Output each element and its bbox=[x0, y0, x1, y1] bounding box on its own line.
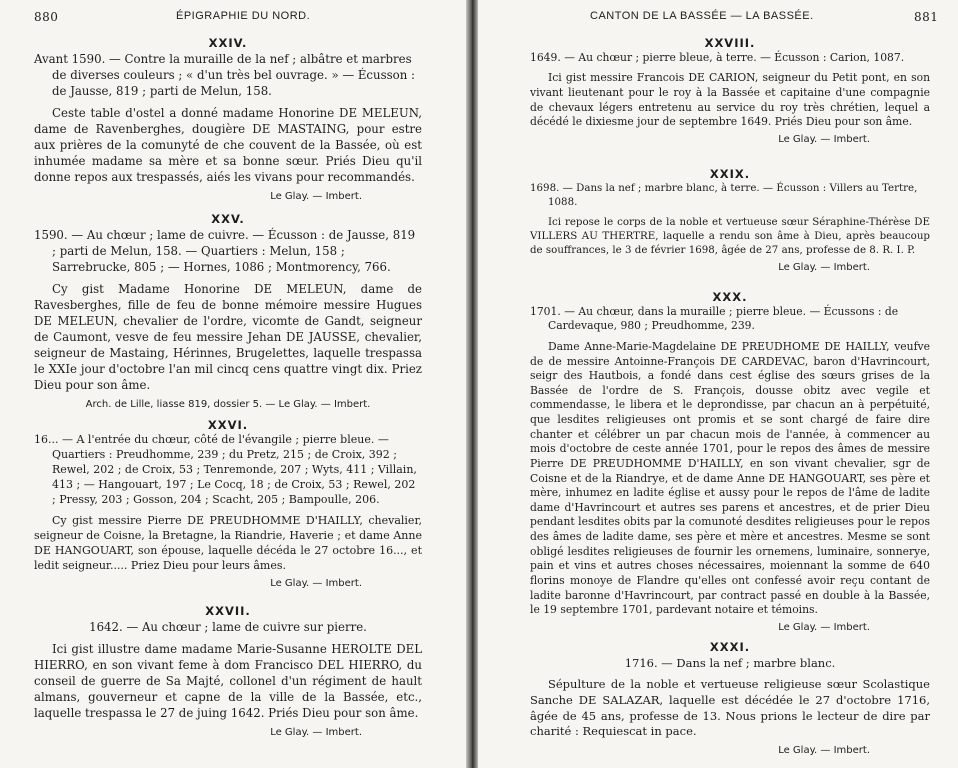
inscription-xxvii bbox=[34, 604, 422, 741]
section-number: XXVIII. bbox=[704, 36, 756, 50]
inscription-xxxi bbox=[530, 640, 930, 758]
section-header: 16... — A l'entrée du chœur, côté de l'évangile ; pierre bleue. — Quartiers : Preudhomme, 239 ; du Pretz, 215 ; de Croix, 392 ; Rewel, 202 ; de Croix, 53 ; Tenremonde, 207 ; Wyts, 411 ; Villain, 413 ; — Hangouart, 197 ; Le Cocq, 18 ; de Croix, 53 ; Rewel, 202 ; Pressy, 203 ; Gosson, 204 ; Scacht, 205 ; Bampoulle, 206. bbox=[34, 432, 417, 506]
signature: Le Glay. — Imbert. bbox=[778, 133, 870, 145]
signature: Arch. de Lille, liasse 819, dossier 5. — Le Glay. — Imbert. bbox=[85, 398, 371, 410]
inscription-text: Ici gist messire Francois DE CARION, seigneur du Petit pont, en son vivant lieutenant pour le roy à la Bassée et capitaine d'une compagnie de chevaux légers entretenu au service du roy très chrétien, lequel a décédé le dixiesme jour de septembre 1649. Priés Dieu pour son âme. bbox=[530, 71, 930, 129]
signature: Le Glay. — Imbert. bbox=[778, 744, 870, 756]
page-number: 881 bbox=[914, 10, 939, 24]
section-header: 1642. — Au chœur ; lame de cuivre sur pierre. bbox=[89, 619, 367, 634]
signature: Le Glay. — Imbert. bbox=[270, 190, 362, 202]
inscription-text: Ici gist illustre dame madame Marie-Susanne HEROLTE DEL HIERRO, en son vivant feme à dom Francisco DEL HIERRO, du conseil de guerre de Sa Majté, collonel d'un régiment de hault almans, gouverneur et capne de la ville de la Bassée, etc., laquelle trespassa le 27 de juing 1642. Priés Dieu pour son âme. bbox=[34, 641, 422, 720]
inscription-text: Dame Anne-Marie-Magdelaine DE PREUDHOME DE HAILLY, veufve de de messire Antoinne-François DE CARDEVAC, baron d'Havrincourt, seigr des Hautbois, a fondé dans cest église des sœurs grises de la Bassée de l'ordre de S. François, dousse obitz avec vegile et commendasse, le libera et le deprondisse, par chacun an à perpétuité, que lesdites religieuses ont promis et se sont chargé de faire dire chanter et célébrer un par chacun mois de l'année, à commencer au mois d'octobre de ceste année 1701, pour le repos des âmes de messire Pierre DE PREUDHOMME D'HAILLY, en son vivant chevalier, sgr de Coisne et de la Riandrye, et de dame Anne DE HANGOUART, ses père et mère, inhumez en ladite église et aussy pour le repos de l'âme de ladite dame d'Havrincourt et autres ses parens et ancestres, et de prier Dieu pendant lesdites obits par la comunoté desdites religieuses pour le repos des âmes de ladite dame, ses père et mère et ancestres. Mesme se sont obligé lesdites religieuses de fournir les ornemens, luminaire, sonnerye, pain et vins et autres choses nécessaires, moiennant la somme de 640 florins monoye de Flandre qu'elles ont confessé avoir reçu contant de ladite baronne d'Havrincourt, par contract passé en double à la Bassée, le 19 septembre 1701, pardevant notaire et témoins. bbox=[530, 339, 930, 617]
inscription-text: Sépulture de la noble et vertueuse religieuse sœur Scolastique Sanche DE SALAZAR, laquelle est décédée le 27 d'octobre 1716, âgée de 45 ans, professe de 13. Nous prions le lecteur de dire par charité : Requiescat in pace. bbox=[530, 677, 930, 739]
inscription-text: Cy gist Madame Honorine DE MELEUN, dame de Ravesberghes, fille de feu de bonne mémoire messire Hugues DE MELEUN, chevalier de l'ordre, vicomte de Gandt, seigneur de Caumont, vesve de feu messire Jehan DE JAUSSE, chevalier, seigneur de Mastaing, Hérinnes, Brugelettes, laquelle trespassa le XXIe jour d'octobre l'an mil cincq cens quattre vingt dix. Priez Dieu pour son âme. bbox=[34, 281, 422, 392]
section-header: 1698. — Dans la nef ; marbre blanc, à terre. — Écusson : Villers au Tertre, 1088. bbox=[530, 181, 918, 208]
section-header: 1716. — Dans la nef ; marbre blanc. bbox=[624, 655, 836, 670]
section-number: XXV. bbox=[211, 212, 245, 226]
inscription-xxx bbox=[530, 290, 930, 635]
right-page bbox=[478, 0, 958, 768]
inscription-xxviii bbox=[530, 36, 930, 147]
section-number: XXIV. bbox=[208, 36, 248, 50]
section-number: XXVII. bbox=[205, 604, 251, 618]
inscription-xxiv bbox=[34, 36, 422, 205]
section-header: 1701. — Au chœur, dans la muraille ; pierre bleue. — Écussons : de Cardevaque, 980 ; Preudhomme, 239. bbox=[530, 304, 899, 333]
running-head: ÉPIGRAPHIE DU NORD. bbox=[176, 10, 311, 22]
section-number: XXXI. bbox=[709, 640, 751, 654]
page-number: 880 bbox=[34, 10, 59, 24]
inscription-text: Cy gist messire Pierre DE PREUDHOMME D'HAILLY, chevalier, seigneur de Coisne, la Bretagne, la Riandrie, Haverie ; et dame Anne DE HANGOUART, son épouse, laquelle décéda le 27 octobre 16..., et ledit seigneur..... Priez Dieu pour leurs âmes. bbox=[34, 513, 422, 572]
inscription-text: Ceste table d'ostel a donné madame Honorine DE MELEUN, dame de Ravenberghes, dougière DE MASTAING, pour estre aux prières de la comunyté de che couvent de la Bassée, où est inhumée madame sa mère et sa bonne sœur. Priés Dieu qu'il donne repos aux trespassés, aiés les vivans pour recommandés. bbox=[34, 105, 422, 184]
section-header: Avant 1590. — Contre la muraille de la nef ; albâtre et marbres de diverses couleurs ; « d'un très bel ouvrage. » — Écusson : de Jausse, 819 ; parti de Melun, 158. bbox=[34, 51, 415, 98]
section-header: 1590. — Au chœur ; lame de cuivre. — Écusson : de Jausse, 819 ; parti de Melun, 158. — Quartiers : Melun, 158 ; Sarrebrucke, 805 ; — Hornes, 1086 ; Montmorency, 766. bbox=[34, 227, 416, 274]
section-number: XXVI. bbox=[207, 418, 249, 432]
inscription-xxvi bbox=[34, 418, 422, 591]
inscription-text: Ici repose le corps de la noble et vertueuse sœur Séraphine-Thérèse DE VILLERS AU THERTRE, laquelle a rendu son âme à Dieu, après beaucoup de souffrances, le 3 de février 1698, âgée de 27 ans, professe de 8. R. I. P. bbox=[530, 215, 930, 256]
left-page bbox=[0, 0, 466, 768]
section-number: XXX. bbox=[712, 290, 748, 304]
inscription-xxv bbox=[34, 212, 422, 413]
signature: Le Glay. — Imbert. bbox=[778, 621, 870, 633]
section-number: XXIX. bbox=[709, 167, 751, 181]
inscription-xxix bbox=[530, 168, 930, 275]
book-gutter bbox=[466, 0, 478, 768]
signature: Le Glay. — Imbert. bbox=[270, 577, 362, 589]
running-head: CANTON DE LA BASSÉE — LA BASSÉE. bbox=[590, 10, 814, 22]
signature: Le Glay. — Imbert. bbox=[270, 726, 362, 738]
section-header: 1649. — Au chœur ; pierre bleue, à terre. — Écusson : Carion, 1087. bbox=[530, 50, 905, 64]
signature: Le Glay. — Imbert. bbox=[778, 261, 870, 273]
